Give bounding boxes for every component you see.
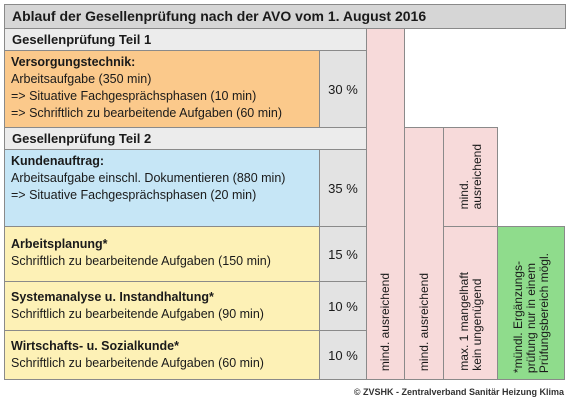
weight-wirtschaftskunde: 10 % — [319, 330, 367, 380]
part1-heading: Gesellenprüfung Teil 1 — [4, 28, 367, 51]
kundenauftrag-block — [4, 149, 320, 227]
criterion-column-part2 — [404, 127, 444, 380]
criterion-line: ausreichend — [469, 144, 484, 210]
block-title: Wirtschafts- u. Sozialkunde* — [11, 339, 179, 353]
weight-arbeitsplanung: 15 % — [319, 226, 367, 282]
weight-kundenauftrag: 35 % — [319, 149, 367, 227]
block-title: Versorgungstechnik: — [11, 55, 136, 69]
criterion-text — [458, 144, 484, 209]
block-line: Schriftlich zu bearbeitende Aufgaben (60 min) — [11, 356, 264, 370]
weight-systemanalyse: 10 % — [319, 281, 367, 331]
criterion-column-written — [443, 226, 498, 380]
systemanalyse-block — [4, 281, 320, 331]
note-line: prüfung nur in einem — [523, 262, 538, 373]
block-line: Schriftlich zu bearbeitende Aufgaben (90 min) — [11, 307, 264, 321]
criterion-column-total — [366, 28, 405, 380]
criterion-column-kundenauftrag — [443, 127, 498, 227]
note-text — [512, 253, 551, 373]
note-line: Prüfungsbereich mögl. — [536, 252, 551, 373]
criterion-line: max. 1 mangelhaft — [456, 272, 471, 371]
wirtschaftskunde-block — [4, 330, 320, 380]
criterion-text — [458, 272, 484, 371]
block-line: => Schriftlich zu bearbeitende Aufgaben (60 min) — [11, 106, 283, 120]
criterion-text: mind. ausreichend — [378, 272, 392, 371]
block-line: => Situative Fachgesprächsphasen (10 min) — [11, 89, 257, 103]
criterion-line: kein ungenügend — [469, 278, 484, 371]
block-line: Arbeitsaufgabe (350 min) — [11, 72, 152, 86]
supplementary-exam-note — [497, 226, 565, 380]
versorgungstechnik-block — [4, 50, 320, 128]
criterion-text: mind. ausreichend — [416, 272, 431, 371]
block-title: Kundenauftrag: — [11, 154, 105, 168]
page-title: Ablauf der Gesellenprüfung nach der AVO vom 1. August 2016 — [4, 4, 566, 29]
arbeitsplanung-block — [4, 226, 320, 282]
part2-heading: Gesellenprüfung Teil 2 — [4, 127, 404, 150]
block-title: Arbeitsplanung* — [11, 237, 108, 251]
block-line: Schriftlich zu bearbeitende Aufgaben (150 min) — [11, 254, 271, 268]
copyright-footer: © ZVSHK - Zentralverband Sanitär Heizung Klima — [353, 387, 564, 397]
block-title: Systemanalyse u. Instandhaltung* — [11, 290, 214, 304]
note-line: *mündl. Ergänzungs- — [510, 260, 525, 373]
block-line: Arbeitsaufgabe einschl. Dokumentieren (880 min) — [11, 171, 286, 185]
block-line: => Situative Fachgesprächsphasen (20 min) — [11, 188, 257, 202]
weight-versorgungstechnik: 30 % — [319, 50, 367, 128]
criterion-line: mind. — [456, 180, 471, 210]
